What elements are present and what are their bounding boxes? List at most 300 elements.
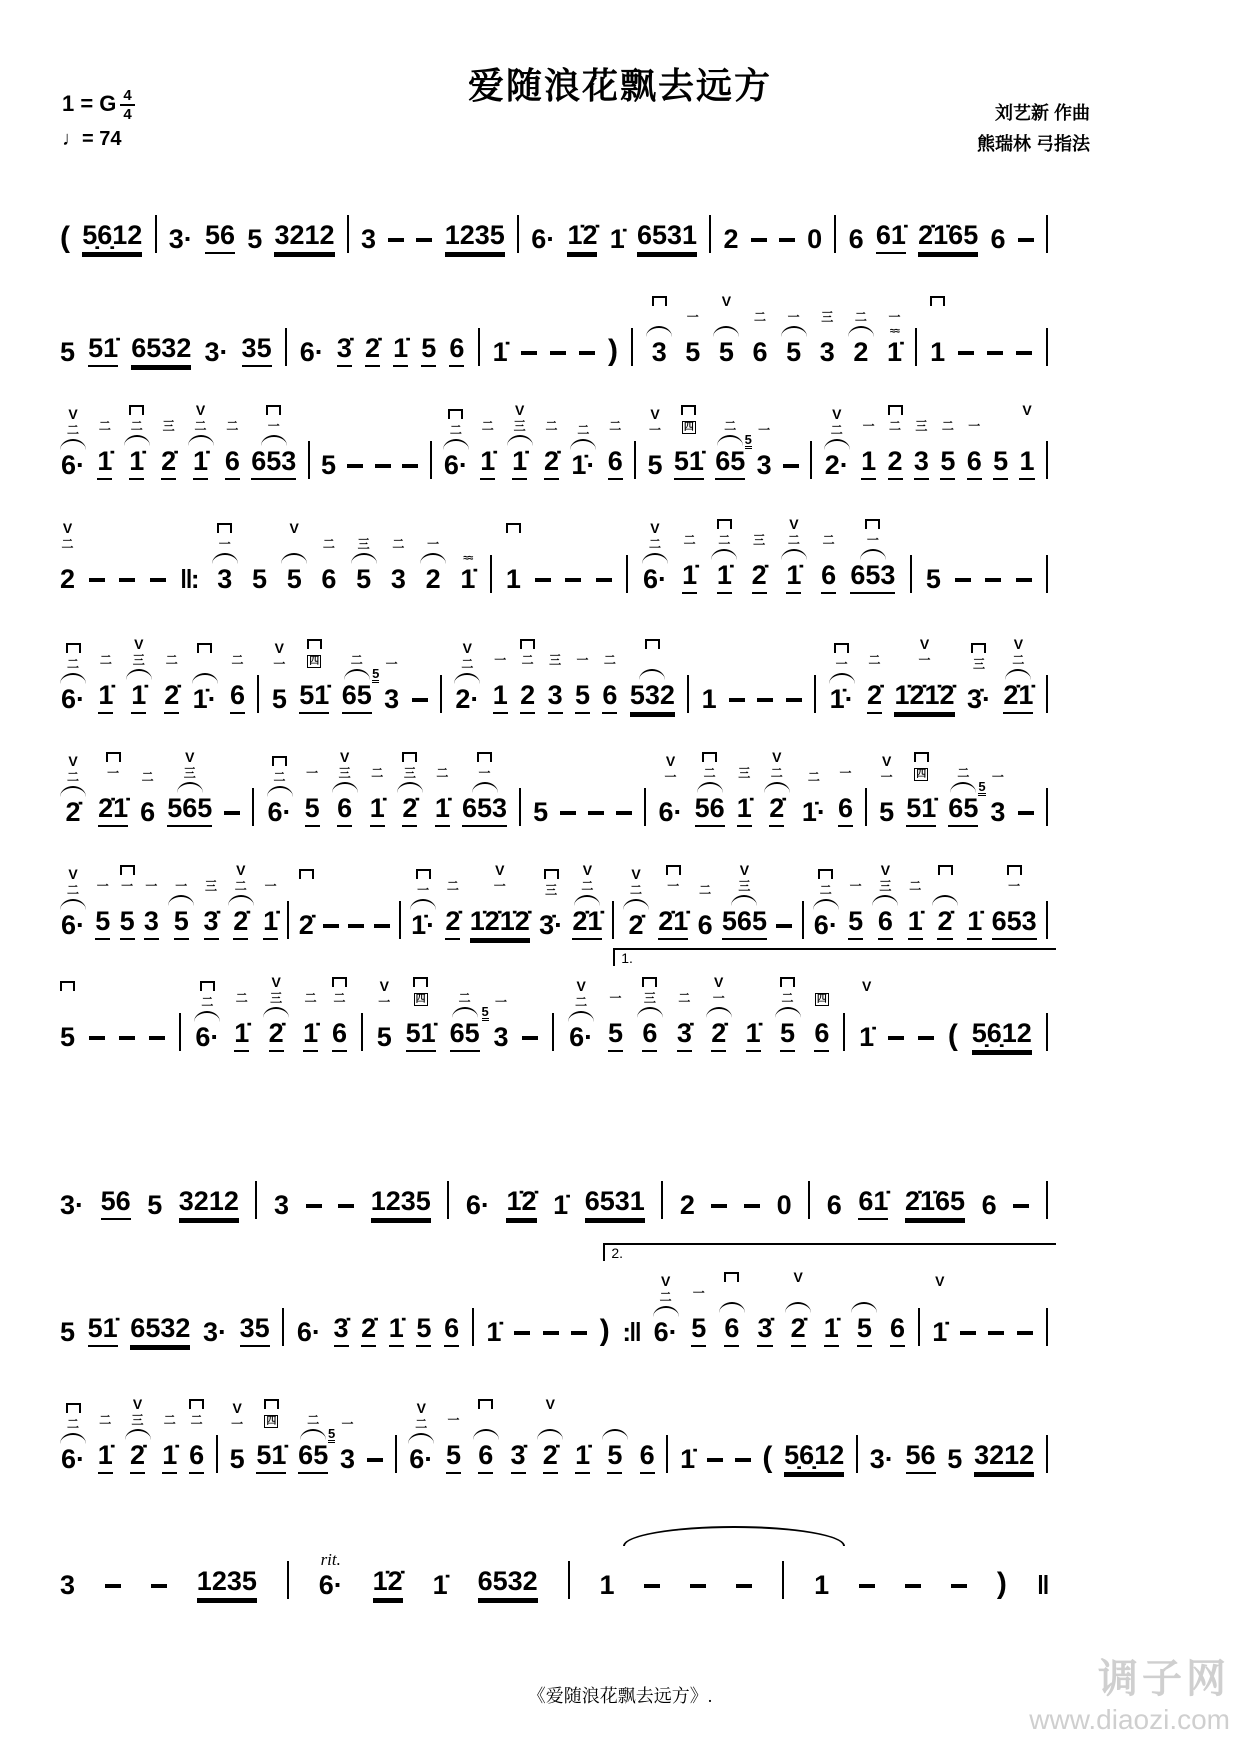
note-token [637,975,663,1052]
finger-number: 二 [322,537,335,551]
up-bow-icon: V [185,749,195,765]
note-text: 5 [60,337,76,367]
note-text: 6 [230,680,245,714]
slur-icon [1005,669,1031,680]
slur-row [637,1007,663,1018]
down-bow-icon [332,977,347,987]
finger-number: 一 [692,1286,705,1300]
finger-number: 二 [304,991,317,1005]
note-text: 5 [608,1018,623,1052]
slur-row [188,435,214,446]
note-text: 1̇ [886,337,902,367]
note-text: 2̇ [161,446,176,480]
bar-line [255,1181,257,1219]
finger-number: 二 [581,879,594,893]
slur-row [829,673,855,684]
bow-mark-row [772,750,781,767]
finger-number: 三 [205,879,218,893]
note-text: 5 [446,1440,461,1474]
bow-mark-row [793,1270,802,1287]
slur-icon [168,895,194,906]
up-bow-icon: V [134,636,144,652]
slur-icon [60,439,86,450]
note-text: 1̇ [859,1022,875,1052]
bow-mark-row [832,407,841,424]
duration-dash [89,1036,105,1040]
bow-mark-row [133,1397,142,1414]
duration-dash [905,1584,921,1588]
note-token [247,181,262,254]
note-text: 6 [321,564,337,594]
up-bow-icon: V [714,974,724,990]
bow-mark-row [971,641,986,658]
bow-mark-row [463,641,472,658]
note-token [197,1523,257,1600]
slur-icon [602,1429,628,1440]
finger-number: 一 [145,879,158,893]
bow-mark-row [120,863,135,880]
note-token [752,517,767,594]
finger-number: 四 [916,769,927,780]
note-text: 3212 [179,1186,239,1220]
slur-row [706,1007,732,1018]
duration-dash [535,578,551,582]
slur-icon [397,782,423,793]
note-token [982,1147,997,1220]
note-token [553,1147,568,1220]
bow-mark-row [290,521,299,538]
slur-icon [860,549,886,560]
grace-note: 5 [372,666,380,681]
final-barline: ‖ [1036,1570,1048,1600]
slur-icon [813,899,839,910]
note-text: 6532 [131,333,191,367]
note-text: 6 [642,1018,657,1052]
slur-icon [653,1306,679,1317]
bow-mark-row [129,403,144,420]
finger-number: 二 [194,419,207,433]
up-bow-icon: V [68,753,78,769]
duration-dash [985,578,1001,582]
note-text: 2 [60,564,76,594]
slur-icon [785,1302,811,1313]
bow-mark-row [307,637,322,654]
note-token [642,521,668,594]
note-text: 2̇ [711,1018,726,1052]
slur-row [872,895,898,906]
bow-mark-row [477,750,492,767]
note-token [373,1523,403,1600]
note-text: 2̇ [543,1440,558,1474]
note-token [940,403,955,480]
fingering-credit: 熊瑞林 弓指法 [976,133,1090,154]
note-text: 2̇ [65,797,81,827]
note-token [274,177,334,254]
note-text: 6· [569,1022,594,1052]
slur-icon [281,553,307,564]
note-text: 2̇1̇65 [918,220,978,254]
note-text: 3212 [274,220,334,254]
note-token [695,750,725,827]
duration-dash [1018,811,1034,815]
up-bow-icon: V [271,974,281,990]
note-text: 5 [321,450,337,480]
note-text: 6 [337,793,352,827]
tempo-marking: ♩= 74 [62,128,122,150]
note-token [967,641,991,714]
slur-icon [60,673,86,684]
phrase-paren [948,977,958,1052]
note-text: 1̇ [234,1018,249,1052]
note-token [861,403,876,480]
note-text: 56 [101,1186,131,1220]
slur-row [452,1007,478,1018]
slur-row [568,1011,594,1022]
note-text: 1̇2̇ [567,220,597,254]
bar-line [216,1435,218,1473]
note-token [445,863,460,940]
slur-icon [332,782,358,793]
note-token [192,641,218,714]
duration-dash [367,1458,383,1462]
finger-number: 三 [513,419,526,433]
bar-line [612,901,614,939]
slur-icon [706,1007,732,1018]
finger-number: 二 [718,533,731,547]
bow-mark-row [68,754,77,771]
slur-icon [950,782,976,793]
note-token [242,290,272,367]
slur-icon [775,1007,801,1018]
note-token [640,1397,655,1474]
finger-number: 二 [234,879,247,893]
finger-number: 一 [918,653,931,667]
note-text: ) [599,1314,610,1347]
note-text: 5̣6̣12 [82,220,142,254]
note-text: 5 [416,1313,431,1347]
note-text: 2̇ [164,680,179,714]
note-token [859,979,874,1052]
note-text: 1̇ [393,333,408,367]
bar-line [631,328,633,366]
slur-row [472,782,498,793]
finger-number: 二 [273,770,286,784]
bow-mark-row [722,294,731,311]
note-text: 6 [848,224,864,254]
finger-number: 二 [822,533,835,547]
note-token [408,1401,434,1474]
slur-row [785,1302,811,1313]
note-token [256,1397,286,1474]
note-token [98,637,113,714]
bar-line [808,1181,810,1219]
note-token [101,1143,131,1220]
finger-number: 二 [333,991,346,1005]
bow-mark-row [789,517,798,534]
note-text: 6 [602,680,617,714]
note-token [449,290,464,367]
note-text: 6 [640,1440,655,1474]
duration-dash [1016,351,1032,355]
finger-number: 一 [273,657,286,671]
bow-mark-row [197,641,212,658]
finger-number: 二 [458,991,471,1005]
bow-mark-row [232,1401,241,1418]
note-text: 1̇2̇1̇2̇ [894,680,954,714]
bar-line [1046,901,1048,939]
note-text: ) [608,334,619,367]
note-token [807,181,822,254]
note-token [879,754,894,827]
bow-mark-row [236,863,245,880]
finger-number: 三 [879,879,892,893]
slur-row [473,1429,499,1440]
finger-number: 三 [132,653,145,667]
up-bow-icon: V [919,636,930,652]
finger-number: 二 [770,766,783,780]
note-token [321,407,336,480]
note-text: 2̇ [298,910,314,940]
note-text: 5 [421,333,436,367]
phrase-paren [600,1272,610,1347]
up-bow-icon: V [576,978,586,994]
note-token [722,863,767,940]
bow-mark-row [865,517,880,534]
down-bow-icon [448,409,463,419]
score-line [60,1386,1048,1474]
note-text: 3· [202,1317,227,1347]
down-bow-icon [66,1403,81,1413]
note-text: 6· [813,910,838,940]
up-bow-icon: V [582,862,593,878]
duration-dash [736,1584,752,1588]
score-line [60,1245,1048,1347]
slur-row [653,1306,679,1317]
finger-number: 二 [754,310,767,324]
note-text: 5 [247,224,263,254]
note-text: 6· [299,337,324,367]
note-token [372,641,400,714]
note-text: 1 [505,564,521,594]
bow-mark-row [661,1274,670,1291]
note-text: 6 [332,1018,347,1052]
slur-icon [872,895,898,906]
finger-number: 一 [493,879,506,893]
slur-icon [60,1433,86,1444]
bar-line [179,1013,181,1051]
note-text: 6 [814,1018,829,1052]
finger-number: 一 [686,310,699,324]
phrase-paren [608,292,618,367]
bar-line [447,1181,449,1219]
duration-dash [89,578,105,582]
note-token [486,1274,501,1347]
note-text: 565 [722,906,767,940]
bow-mark-row [650,521,659,538]
slur-row [1005,669,1031,680]
bar-line [1046,328,1048,366]
duration-dash [1016,578,1032,582]
note-token [918,177,978,254]
note-text: 51̇ [299,680,329,714]
note-token [147,1147,162,1220]
bow-mark-row [266,403,281,420]
down-bow-icon [60,981,75,991]
note-token [230,637,245,714]
bar-line [361,1013,363,1051]
finger-number: 二 [699,883,712,897]
note-text: 2 [679,1190,695,1220]
slur-row [420,553,446,564]
slur-icon [574,895,600,906]
finger-number: 三 [972,657,985,671]
note-text: 2 [888,446,903,480]
slur-icon [351,553,377,564]
note-text: 6531 [637,220,697,254]
slur-row [574,895,600,906]
note-token [506,521,521,594]
finger-number: 二 [371,766,384,780]
note-text: 2̇ [130,1440,145,1474]
note-token [894,637,954,714]
up-bow-icon: V [1013,636,1024,652]
finger-number: 二 [307,1413,320,1427]
note-token [575,1397,590,1474]
note-text: 1̇2̇1̇2̇ [470,906,530,940]
duration-dash [149,1036,165,1040]
bow-mark-row [935,1274,944,1291]
note-token [60,979,75,1052]
bow-mark-row [60,979,75,996]
slur-row [397,782,423,793]
note-token [361,181,376,254]
slur-icon [60,899,86,910]
note-token [932,863,958,940]
slur-icon [713,326,739,337]
bow-mark-row [740,863,749,880]
bow-mark-row [416,867,431,884]
note-text: 65 [450,1018,480,1052]
note-text: 1 [861,446,876,480]
note-token [444,1270,459,1347]
finger-number: 三 [357,537,370,551]
note-token [848,863,863,940]
finger-number: 二 [868,653,881,667]
finger-number: 二 [889,419,902,433]
score-line [60,1132,1048,1220]
slur-icon [717,435,743,446]
bow-mark-row [642,975,657,992]
note-token [848,294,874,367]
note-text: 6· [195,1022,220,1052]
duration-dash [1018,238,1034,242]
note-token [746,975,761,1052]
note-text: 6· [465,1190,490,1220]
note-text: 1 [814,1570,830,1600]
finger-number: 二 [449,423,462,437]
finger-number: 一 [96,879,109,893]
note-token [274,1147,289,1220]
note-text: 2̇1̇65 [905,1186,965,1220]
finger-number: 二 [481,419,494,433]
finger-number: 二 [235,991,248,1005]
slur-row [344,669,370,680]
note-text: 1̇2̇ [373,1566,403,1600]
note-token [829,641,855,714]
slur-row [60,1433,86,1444]
slur-row [602,1429,628,1440]
slur-row [824,439,850,450]
finger-number: 一 [849,879,862,893]
phrase-paren [60,179,70,254]
bow-mark-row [66,1401,81,1418]
note-text: 35 [242,333,272,367]
duration-dash [514,1331,530,1335]
note-token [888,403,903,480]
note-text: 1̇ [303,1018,318,1052]
bow-mark-row [272,754,287,771]
note-text: 3 [144,906,159,940]
duration-dash [151,1584,167,1588]
up-bow-icon: V [660,1273,671,1289]
finger-number: 一 [478,766,491,780]
slur-icon [194,1011,220,1022]
bow-mark-row [818,867,833,884]
down-bow-icon [402,752,417,762]
duration-dash [588,811,604,815]
note-token [647,407,662,480]
note-text: 5 [251,564,267,594]
key-signature [62,88,135,122]
note-text: 3 [60,1570,76,1600]
note-token [849,181,864,254]
note-text: 5 [691,1313,706,1347]
down-bow-icon [1007,865,1022,875]
note-token [926,521,941,594]
note-text: 5 [925,564,941,594]
down-bow-icon [106,752,121,762]
up-bow-icon: V [236,862,246,878]
duration-dash [579,351,595,355]
note-text: 5 [286,564,302,594]
finger-number: 二 [575,995,588,1009]
note-text: 1̇· [571,450,596,480]
note-text: 6 [225,446,240,480]
note-token [544,403,559,480]
slur-row [60,786,86,797]
finger-number: 三 [545,883,558,897]
down-bow-icon [645,639,660,649]
note-token [365,290,380,367]
finger-number: 一 [664,770,677,784]
note-text: 6· [531,224,556,254]
bow-mark-row [1014,637,1023,654]
duration-dash [776,924,792,928]
finger-number: 四 [415,994,426,1005]
repeat-end-sign: :‖ [622,1317,640,1347]
down-bow-icon [66,643,81,653]
note-token [251,403,296,480]
down-bow-icon [197,643,212,653]
duration-dash [348,924,364,928]
note-text: 1̇ [129,446,144,480]
score-line [60,506,1048,594]
up-bow-icon: V [881,753,892,769]
note-text: 5 [879,797,895,827]
score-line [60,279,1048,367]
up-bow-icon: V [665,753,676,769]
duration-dash [987,351,1003,355]
